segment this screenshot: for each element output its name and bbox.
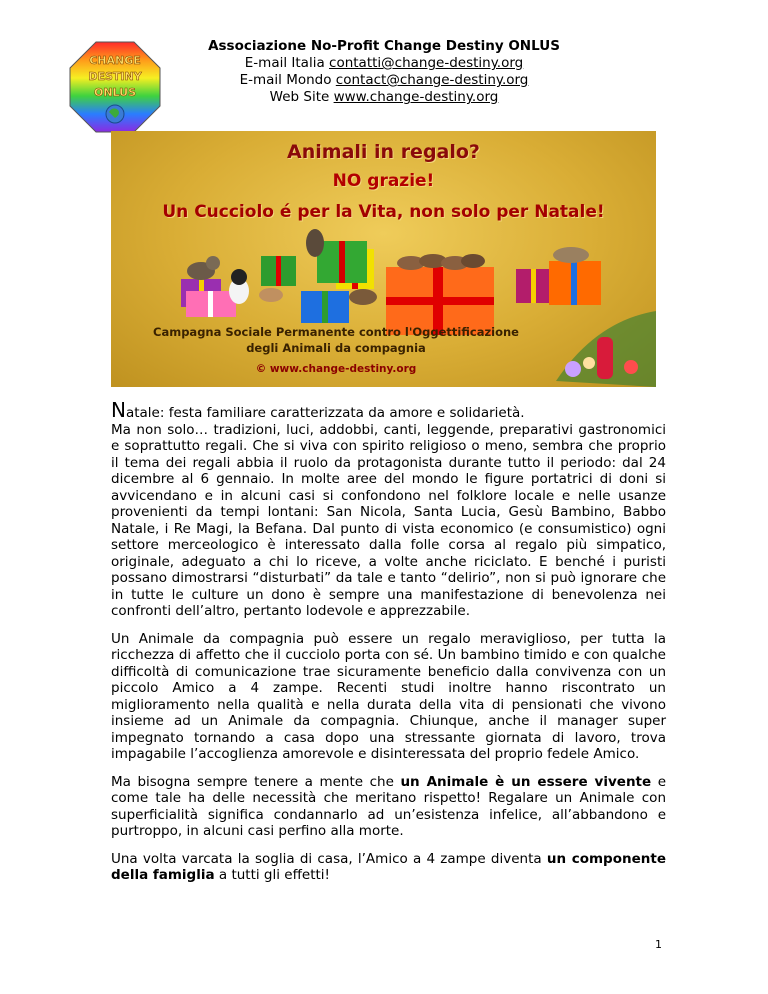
email-italia-label: E-mail Italia <box>244 55 330 71</box>
email-mondo-line <box>150 72 618 89</box>
paragraph-4-text-a: Una volta varcata la soglia di casa, l’Amico a 4 zampe diventa <box>111 850 547 867</box>
banner-copyright: © www.change-destiny.org <box>255 363 417 375</box>
page-number: 1 <box>655 938 662 951</box>
website-link[interactable]: www.change-destiny.org <box>333 89 499 105</box>
org-name: Associazione No-Profit Change Destiny ONLUS <box>208 38 560 54</box>
drop-cap: N <box>111 398 126 422</box>
banner-campaign-line2: degli Animali da compagnia <box>246 341 426 355</box>
campaign-banner <box>111 131 656 387</box>
email-mondo-link[interactable]: contact@change-destiny.org <box>335 72 529 88</box>
paragraph-4 <box>111 851 666 884</box>
banner-campaign-line1: Campagna Sociale Permanente contro l'Oggettificazione <box>153 325 519 339</box>
banner-title: Animali in regalo? <box>287 141 480 163</box>
paragraph-3-bold: un Animale è un essere vivente <box>400 773 652 790</box>
email-mondo-label: E-mail Mondo <box>239 72 336 88</box>
letterhead <box>150 38 618 106</box>
logo-text-1: CHANGE <box>89 54 141 67</box>
website-line <box>150 89 618 106</box>
article-body <box>111 398 667 895</box>
paragraph-3-text-a: Ma bisogna sempre tenere a mente che <box>111 773 401 790</box>
website-label: Web Site <box>269 89 334 105</box>
paragraph-4-text-b: a tutti gli effetti! <box>214 867 330 883</box>
paragraph-3-text-b: e come tale ha delle necessità che meritano rispetto! Regalare un Animale con superficialità significa condannarlo ad un’esistenza infelice, all’abbandono e purtroppo, in alcuni casi perfino alla morte. <box>111 773 667 839</box>
paragraph-2: Un Animale da compagnia può essere un regalo meraviglioso, per tutta la ricchezza di affetto che il cucciolo porta con sé. Un bambino timido e con qualche difficoltà di comunicazione trae sicuramente beneficio dalla convivenza con un piccolo Amico a 4 zampe. Recenti studi inoltre hanno riscontrato un miglioramento nella qualità e nella durata della vita di pensionati che vivono insieme ad un Animale da compagnia. Chiunque, anche il manager super impegnato tornando a casa dopo una stressante giornata di lavoro, trova impagabile l’accoglienza amorevole e disinteressata del proprio fedele Amico. <box>111 630 666 762</box>
banner-subtitle: NO grazie! <box>332 171 435 191</box>
logo-text-3: ONLUS <box>93 86 137 99</box>
email-italia-line <box>150 55 618 72</box>
paragraph-1-rest: Ma non solo… tradizioni, luci, addobbi, canti, leggende, preparativi gastronomici e soprattutto regali. Che si viva con spirito religioso o meno, sembra che proprio il tema dei regali abbia il ruolo da protagonista durante tutto il periodo: dal 24 dicembre al 6 gennaio. In molte aree del mondo le figure portatrici di doni si avvicendano e in alcuni casi si confondono nel folklore locale e nelle usanze provenienti da tempi lontani: San Nicola, Santa Lucia, Gesù Bambino, Babbo Natale, i Re Magi, la Befana. Dal punto di vista economico (e consumistico) ogni settore merceologico è interessato dalla folle corsa al regalo più simpatico, originale, adeguato a chi lo riceve, a volte anche riciclato. E benché i puristi possano dimostrarsi “disturbati” da tale e tanto “delirio”, non si può ignorare che in tutte le culture un dono è sempre una manifestazione di benevolenza nei confronti dell’altro, pertanto lodevole e apprezzabile. <box>111 421 666 619</box>
paragraph-1 <box>111 398 666 620</box>
logo-text-2: DESTINY <box>88 70 142 83</box>
paragraph-3 <box>111 774 666 840</box>
logo <box>68 40 162 134</box>
paragraph-4-bold: un componente della famiglia <box>111 850 666 883</box>
banner-slogan: Un Cucciolo é per la Vita, non solo per Natale! <box>162 202 605 222</box>
paragraph-1-first-line: atale: festa familiare caratterizzata da amore e solidarietà. <box>125 405 525 421</box>
email-italia-link[interactable]: contatti@change-destiny.org <box>329 55 524 71</box>
